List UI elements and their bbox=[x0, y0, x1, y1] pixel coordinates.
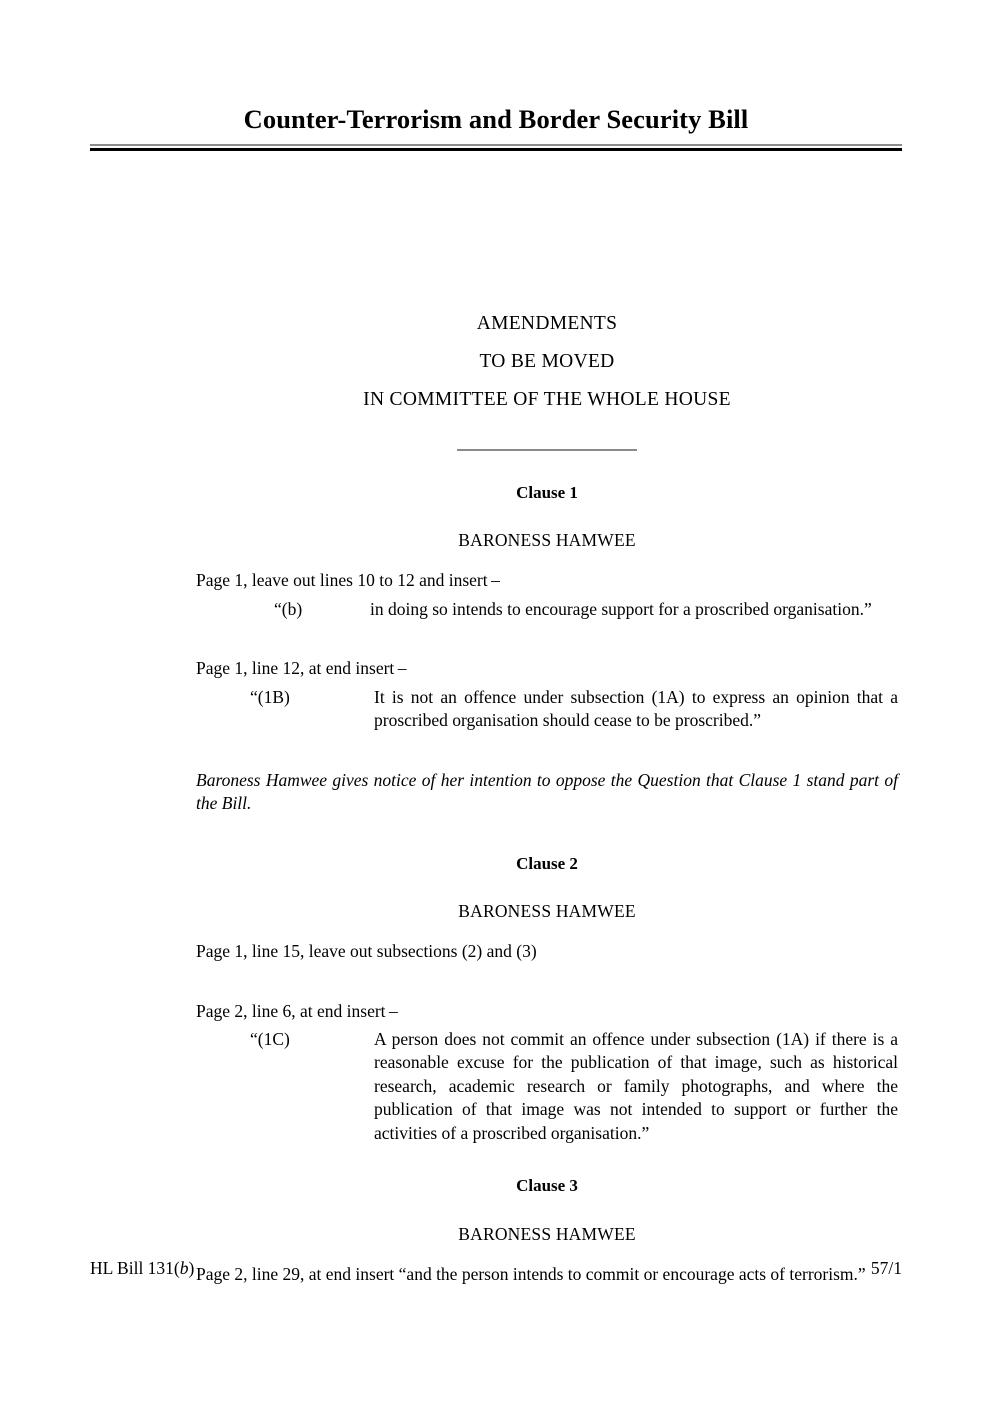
bill-reference-suffix: ) bbox=[188, 1258, 195, 1278]
clause-section-1 bbox=[196, 470, 898, 815]
spacer bbox=[196, 1145, 898, 1163]
page-reference: 57/1 bbox=[870, 1258, 902, 1278]
amendment-quote bbox=[250, 681, 898, 733]
title-block bbox=[90, 104, 902, 151]
page-footer bbox=[90, 1258, 902, 1279]
amendment-item bbox=[196, 982, 898, 1146]
quote-text: in doing so intends to encourage support for a proscribed organisation.” bbox=[370, 598, 872, 619]
amendment-lead: Page 1, line 12, at end insert – bbox=[196, 658, 407, 679]
spacer bbox=[196, 964, 898, 982]
section-divider-rule bbox=[457, 449, 637, 451]
amendment-lead: Page 1, line 15, leave out subsections (2) and (3) bbox=[196, 941, 537, 962]
amendments-body bbox=[196, 470, 898, 1286]
quote-text: It is not an offence under subsection (1A) to express an opinion that a proscribed organisation should cease to be proscribed.” bbox=[374, 686, 898, 731]
quote-marker: “(b) bbox=[274, 598, 303, 619]
page-title: Counter-Terrorism and Border Security Bill bbox=[243, 104, 749, 134]
spacer bbox=[196, 621, 898, 639]
quote-text: A person does not commit an offence under subsection (1A) if there is a reasonable excuse for the publication of that image, such as historical research, academic research or family photographs, and where the publication of that image was not intended to support or further the activities of a proscribed organisation.” bbox=[374, 1029, 898, 1143]
heading-to-be-moved: TO BE MOVED bbox=[479, 351, 615, 372]
title-rule-thick bbox=[90, 148, 902, 151]
amendment-item bbox=[196, 639, 898, 732]
amendment-lead: Page 2, line 6, at end insert – bbox=[196, 1000, 398, 1021]
clause-section-2 bbox=[196, 815, 898, 1145]
heading-in-committee: IN COMMITTEE OF THE WHOLE HOUSE bbox=[363, 389, 731, 410]
amendment-lead: Page 2, line 29, at end insert “and the person intends to commit or encourage acts of terrorism.” bbox=[196, 1263, 866, 1284]
mover-name: BARONESS HAMWEE bbox=[458, 901, 636, 922]
amendment-quote bbox=[250, 1023, 898, 1145]
quote-marker: “(1C) bbox=[250, 1029, 290, 1050]
amendment-item bbox=[196, 551, 898, 621]
heading-amendments: AMENDMENTS bbox=[476, 313, 618, 334]
quote-marker: “(1B) bbox=[250, 686, 290, 707]
heading-divider-wrap bbox=[196, 441, 898, 459]
clause-heading: Clause 2 bbox=[516, 853, 578, 873]
amendment-item bbox=[196, 922, 898, 963]
heading-stack bbox=[196, 305, 898, 459]
mover-name: BARONESS HAMWEE bbox=[458, 1223, 636, 1244]
spacer bbox=[196, 815, 898, 841]
opposition-notice: Baroness Hamwee gives notice of her intention to oppose the Question that Clause 1 stand part of the Bill. bbox=[196, 769, 898, 813]
clause-heading: Clause 3 bbox=[516, 1176, 578, 1196]
bill-reference-prefix: HL Bill 131( bbox=[90, 1258, 180, 1278]
mover-name: BARONESS HAMWEE bbox=[458, 530, 636, 551]
title-double-rule bbox=[90, 144, 902, 151]
amendment-quote bbox=[274, 593, 898, 621]
clause-heading: Clause 1 bbox=[516, 483, 578, 502]
bill-reference-letter: b bbox=[179, 1258, 189, 1278]
bill-reference bbox=[90, 1258, 194, 1279]
amendment-lead: Page 1, leave out lines 10 to 12 and insert – bbox=[196, 570, 500, 591]
